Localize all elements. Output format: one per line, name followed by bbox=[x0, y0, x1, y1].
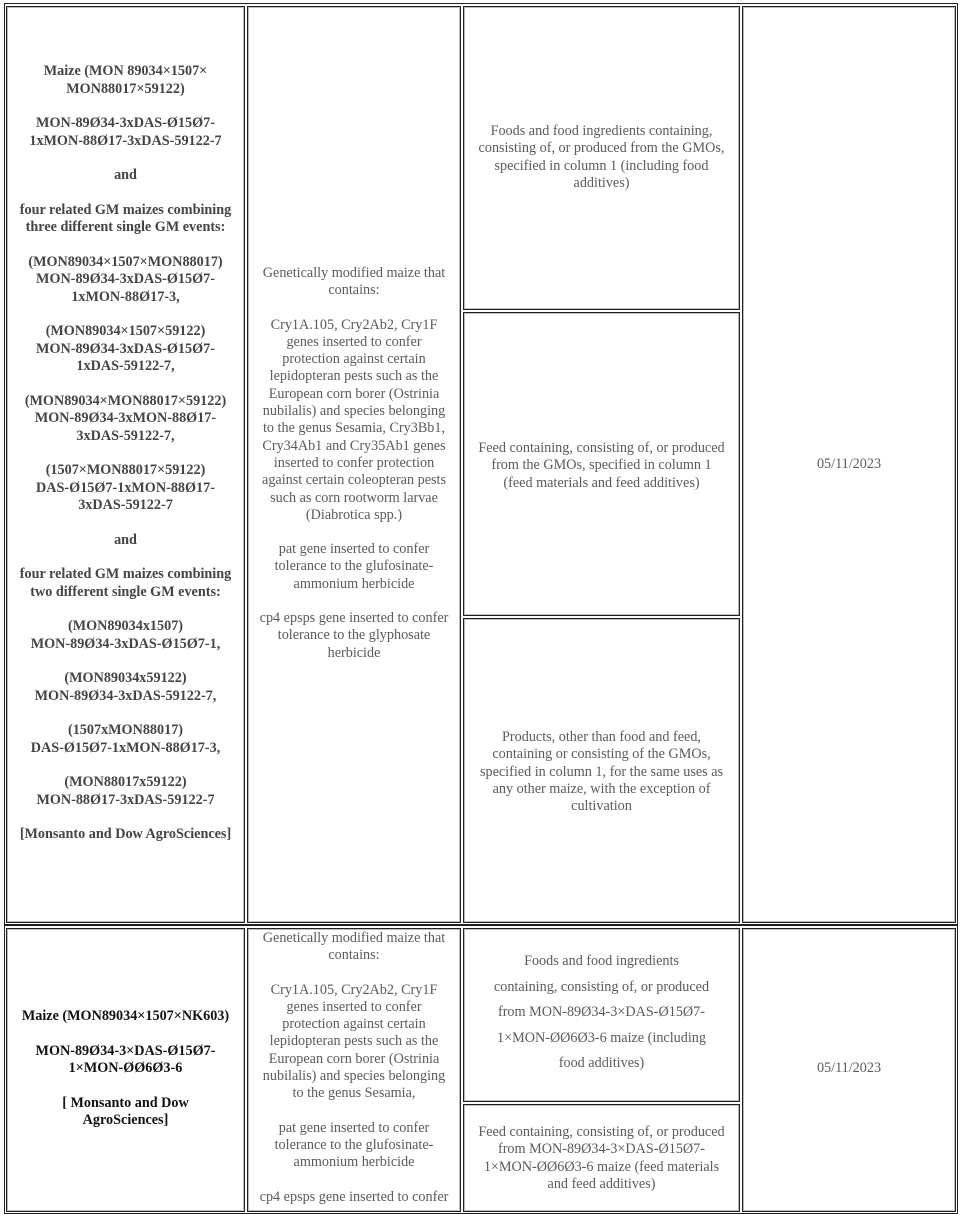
text-line: lepidopteran pests such as the bbox=[269, 368, 439, 385]
row1-event-text bbox=[7, 63, 244, 844]
paragraph-gap bbox=[248, 300, 460, 317]
text-line: any other maize, with the exception of bbox=[492, 780, 711, 797]
text-line: genes inserted to confer bbox=[286, 998, 422, 1015]
text-line: MON-89Ø34-3xDAS-59122-7, bbox=[34, 687, 217, 704]
text-line: (MON89034x1507) bbox=[67, 618, 184, 634]
text-line: such as corn rootworm larvae bbox=[270, 489, 438, 506]
row1-expiry-date: 05/11/2023 bbox=[816, 456, 882, 472]
paragraph-gap bbox=[7, 653, 244, 670]
text-line: MON-89Ø34-3xDAS-Ø15Ø7-1, bbox=[30, 635, 221, 652]
text-line: specified in column 1 (including food bbox=[494, 157, 709, 174]
row2-event-text bbox=[7, 1008, 244, 1130]
text-line: against certain coleopteran pests bbox=[262, 472, 446, 489]
text-line: pat gene inserted to confer bbox=[278, 1119, 430, 1136]
text-line: and feed additives) bbox=[547, 1175, 656, 1192]
paragraph-gap bbox=[7, 705, 244, 722]
text-line: ammonium herbicide bbox=[293, 575, 415, 592]
text-line: two different single GM events: bbox=[30, 583, 221, 600]
text-line: 1×MON-ØØ6Ø3-6 maize (feed materials bbox=[483, 1158, 720, 1175]
text-line: Feed containing, consisting of, or produced bbox=[478, 1124, 725, 1140]
text-line: (1507xMON88017) bbox=[67, 722, 184, 738]
row1-date-cell bbox=[742, 6, 956, 923]
text-line: ammonium herbicide bbox=[293, 1154, 415, 1171]
text-line: 1×MON-ØØ6Ø3-6 maize (including bbox=[497, 1029, 706, 1046]
paragraph-gap bbox=[7, 757, 244, 774]
text-line: cp4 epsps gene inserted to confer bbox=[259, 610, 449, 627]
text-line: nubilalis) and species belonging bbox=[262, 403, 446, 420]
text-line: MON-88Ø17-3xDAS-59122-7 bbox=[36, 791, 215, 808]
text-line: nubilalis) and species belonging bbox=[262, 1068, 446, 1085]
text-line: MON-89Ø34-3xDAS-Ø15Ø7- bbox=[36, 271, 215, 287]
text-line: Genetically modified maize that bbox=[262, 930, 446, 946]
text-line: Cry34Ab1 and Cry35Ab1 genes bbox=[262, 437, 446, 454]
paragraph-gap bbox=[7, 445, 244, 462]
text-line: MON88017×59122) bbox=[66, 80, 185, 97]
text-line: containing, consisting of, or produced bbox=[493, 978, 710, 995]
text-line: from MON-89Ø34-3×DAS-Ø15Ø7- bbox=[497, 1141, 705, 1158]
text-line: Feed containing, consisting of, or produced bbox=[478, 440, 725, 456]
row1-scope-products-cell bbox=[463, 618, 740, 923]
row2-date-cell bbox=[742, 928, 956, 1212]
text-line: (MON89034x59122) bbox=[64, 670, 187, 686]
paragraph-gap bbox=[7, 1078, 244, 1095]
text-line: containing or consisting of the GMOs, bbox=[492, 746, 711, 763]
paragraph-gap bbox=[7, 601, 244, 618]
text-line: MON-89Ø34-3×DAS-Ø15Ø7- bbox=[35, 1042, 216, 1059]
text-line: lepidopteran pests such as the bbox=[269, 1033, 439, 1050]
text-line: four related GM maizes combining bbox=[19, 566, 232, 582]
text-line: (MON89034×MON88017×59122) bbox=[24, 392, 227, 409]
text-line: 1xDAS-59122-7, bbox=[76, 358, 175, 374]
text-line: DAS-Ø15Ø7-1xMON-88Ø17-3, bbox=[30, 739, 221, 756]
text-line: from MON-89Ø34-3×DAS-Ø15Ø7- bbox=[497, 1004, 705, 1020]
row1-scope-feed-text bbox=[464, 440, 739, 492]
text-line: (feed materials and feed additives) bbox=[503, 474, 700, 491]
paragraph-gap bbox=[7, 515, 244, 532]
row2-description-text bbox=[248, 930, 460, 1206]
row1-scope-food-text bbox=[464, 123, 739, 192]
text-line: Products, other than food and feed, bbox=[502, 729, 701, 745]
row1-scope-food-cell bbox=[463, 6, 740, 310]
text-line: and bbox=[114, 167, 137, 183]
text-line: pat gene inserted to confer bbox=[278, 541, 430, 558]
text-line: and bbox=[114, 531, 137, 548]
text-line: contains: bbox=[328, 282, 380, 299]
paragraph-gap bbox=[7, 809, 244, 826]
row2-scope-food-text bbox=[464, 949, 739, 1077]
text-line: AgroSciences] bbox=[82, 1112, 169, 1128]
text-line: consisting of, or produced from the GMOs, bbox=[478, 140, 725, 157]
text-line: (1507×MON88017×59122) bbox=[45, 462, 206, 478]
text-line: Genetically modified maize that bbox=[262, 265, 446, 281]
text-line: to the genus Sesamia, Cry3Bb1, bbox=[262, 420, 446, 437]
text-line: cultivation bbox=[571, 798, 632, 815]
row2-scope-feed-text bbox=[464, 1124, 739, 1193]
text-line: 3xDAS-59122-7, bbox=[76, 427, 175, 444]
text-line: MON-89Ø34-3xDAS-Ø15Ø7- bbox=[36, 340, 215, 357]
text-line: (MON88017x59122) bbox=[64, 774, 187, 790]
row1-event-cell bbox=[6, 6, 245, 923]
row2-scope-food-cell bbox=[463, 928, 740, 1102]
text-line: 1×MON-ØØ6Ø3-6 bbox=[68, 1060, 183, 1076]
text-line: specified in column 1, for the same uses as bbox=[479, 763, 724, 780]
text-line: Maize (MON 89034×1507× bbox=[43, 63, 208, 79]
text-line: contains: bbox=[328, 947, 380, 964]
paragraph-gap bbox=[7, 185, 244, 202]
text-line: [ Monsanto and Dow bbox=[62, 1094, 189, 1111]
text-line: European corn borer (Ostrinia bbox=[268, 1050, 440, 1067]
text-line: to the genus Sesamia, bbox=[292, 1085, 416, 1102]
row1-scope-feed-cell bbox=[463, 312, 740, 616]
paragraph-gap bbox=[7, 306, 244, 323]
text-line: Foods and food ingredients bbox=[524, 953, 679, 969]
text-line: 1xMON-88Ø17-3, bbox=[71, 288, 180, 305]
text-line: protection against certain bbox=[282, 1016, 426, 1033]
row1-description-cell bbox=[247, 6, 461, 923]
paragraph-gap bbox=[248, 593, 460, 610]
text-line: 1xMON-88Ø17-3xDAS-59122-7 bbox=[29, 132, 222, 149]
text-line: (MON89034×1507×MON88017) bbox=[28, 253, 223, 270]
text-line: cp4 epsps gene inserted to confer bbox=[259, 1188, 449, 1205]
text-line: Foods and food ingredients containing, bbox=[490, 123, 713, 139]
text-line: tolerance to the glufosinate- bbox=[274, 1136, 434, 1153]
text-line: (Diabrotica spp.) bbox=[305, 506, 403, 523]
paragraph-gap bbox=[7, 1026, 244, 1043]
text-line: food additives) bbox=[558, 1055, 645, 1071]
text-line: tolerance to the glyphosate bbox=[277, 627, 431, 644]
row2-description-cell bbox=[247, 928, 461, 1212]
row2-event-cell bbox=[6, 928, 245, 1212]
text-line: Maize (MON89034×1507×NK603) bbox=[21, 1008, 230, 1024]
text-line: Cry1A.105, Cry2Ab2, Cry1F bbox=[270, 316, 438, 333]
text-line: European corn borer (Ostrinia bbox=[268, 385, 440, 402]
text-line: four related GM maizes combining bbox=[19, 201, 232, 218]
paragraph-gap bbox=[7, 549, 244, 566]
text-line: genes inserted to confer bbox=[286, 333, 422, 350]
text-line: DAS-Ø15Ø7-1xMON-88Ø17- bbox=[36, 479, 215, 496]
paragraph-gap bbox=[7, 376, 244, 393]
row2-scope-feed-cell bbox=[463, 1104, 740, 1212]
text-line: inserted to confer protection bbox=[273, 454, 435, 471]
row2-expiry-date: 05/11/2023 bbox=[816, 1060, 882, 1076]
row1-description-text bbox=[248, 265, 460, 662]
row1-scope-products-text bbox=[464, 729, 739, 815]
paragraph-gap bbox=[7, 150, 244, 167]
text-line: MON-89Ø34-3xMON-88Ø17- bbox=[34, 410, 217, 426]
paragraph-gap bbox=[7, 237, 244, 254]
paragraph-gap bbox=[248, 524, 460, 541]
text-line: (MON89034×1507×59122) bbox=[45, 323, 206, 339]
text-line: herbicide bbox=[327, 644, 381, 661]
text-line: protection against certain bbox=[282, 351, 426, 368]
text-line: three different single GM events: bbox=[25, 219, 226, 235]
paragraph-gap bbox=[7, 98, 244, 115]
text-line: 3xDAS-59122-7 bbox=[78, 497, 173, 513]
paragraph-gap bbox=[248, 1172, 460, 1189]
paragraph-gap bbox=[248, 1103, 460, 1120]
text-line: additives) bbox=[573, 174, 630, 191]
text-line: tolerance to the glufosinate- bbox=[274, 558, 434, 575]
text-line: Cry1A.105, Cry2Ab2, Cry1F bbox=[270, 981, 438, 998]
paragraph-gap bbox=[248, 965, 460, 982]
text-line: MON-89Ø34-3xDAS-Ø15Ø7- bbox=[36, 115, 215, 131]
text-line: from the GMOs, specified in column 1 bbox=[491, 457, 712, 474]
text-line: [Monsanto and Dow AgroSciences] bbox=[19, 826, 232, 842]
